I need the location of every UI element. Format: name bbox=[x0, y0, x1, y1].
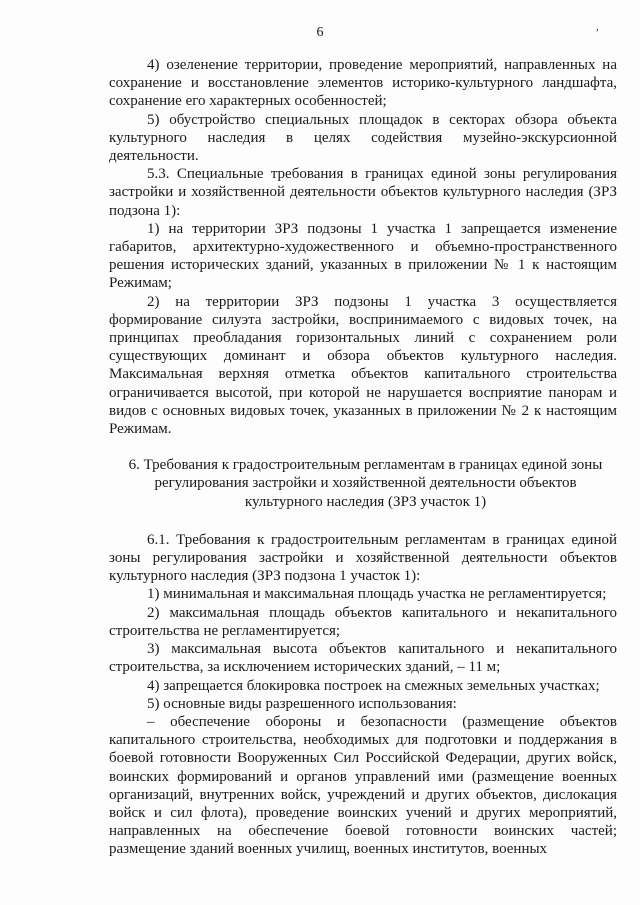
section-gap bbox=[109, 438, 617, 456]
paragraph-p7: 1) минимальная и максимальная площадь участка не регламентируется; bbox=[147, 586, 607, 603]
heading-line: регулирования застройки и хозяйственной деятельности объектов bbox=[154, 475, 577, 492]
paragraph-p3: 5.3. Специальные требования в границах единой зоны регулирования застройки и хозяйственной деятельности объектов культурного наследия (ЗРЗ подзона 1): bbox=[109, 166, 617, 219]
corner-mark: , bbox=[596, 21, 599, 33]
paragraph-p12: – обеспечение обороны и безопасности (размещение объектов капитального строительства, необходимых для подготовки и поддержания в боевой готовности Вооруженных Сил Российской Федерации, других войск, воинских формирований и органов управлений ими (размещение военных организаций, внутренних войск, учреждений и других объектов, дислокация войск и сил флота), проведение воинских учений и других мероприятий, направленных на обеспечение боевой готовности воинских частей; размещение зданий военных училищ, военных институтов, военных bbox=[109, 713, 617, 858]
paragraph-p4: 1) на территории ЗРЗ подзоны 1 участка 1 запрещается изменение габаритов, архитектурно-художественного и объемно-пространственного решения исторических зданий, указанных в приложении № 1 к настоящим Режимам; bbox=[109, 220, 617, 292]
section-gap bbox=[109, 511, 617, 531]
page-number: 6 bbox=[316, 25, 324, 40]
paragraph-p8: 2) максимальная площадь объектов капитального и некапитального строительства не регламентируется; bbox=[109, 604, 617, 639]
document-body bbox=[109, 56, 617, 859]
paragraph-p9: 3) максимальная высота объектов капитального и некапитального строительства, за исключением исторических зданий, – 11 м; bbox=[109, 641, 617, 676]
paragraph-p11: 5) основные виды разрешенного использования: bbox=[147, 695, 457, 712]
heading-line: культурного наследия (ЗРЗ участок 1) bbox=[244, 493, 487, 510]
heading-line: 6. Требования к градостроительным регламентам в границах единой зоны bbox=[128, 457, 603, 474]
section-heading bbox=[109, 456, 617, 511]
paragraph-p1: 4) озеленение территории, проведение мероприятий, направленных на сохранение и восстановление элементов историко-культурного ландшафта, сохранение его характерных особенностей; bbox=[109, 57, 617, 110]
paragraph-p5: 2) на территории ЗРЗ подзоны 1 участка 3 осуществляется формирование силуэта застройки, воспринимаемого с видовых точек, на принципах преобладания горизонтальных линий с сохранением роли существующих доминант и обзора объектов культурного наследия. Максимальная верхняя отметка объектов капитального строительства ограничивается высотой, при которой не нарушается восприятие панорам и видов с основных видовых точек, указанных в приложении № 2 к настоящим Режимам. bbox=[109, 293, 617, 438]
paragraph-p10: 4) запрещается блокировка построек на смежных земельных участках; bbox=[147, 677, 600, 694]
paragraph-p2: 5) обустройство специальных площадок в секторах обзора объекта культурного наследия в целях содействия музейно-экскурсионной деятельности. bbox=[109, 111, 617, 165]
paragraph-p6: 6.1. Требования к градостроительным регламентам в границах единой зоны регулирования застройки и хозяйственной деятельности объектов культурного наследия (ЗРЗ подзона 1 участок 1): bbox=[109, 531, 617, 585]
